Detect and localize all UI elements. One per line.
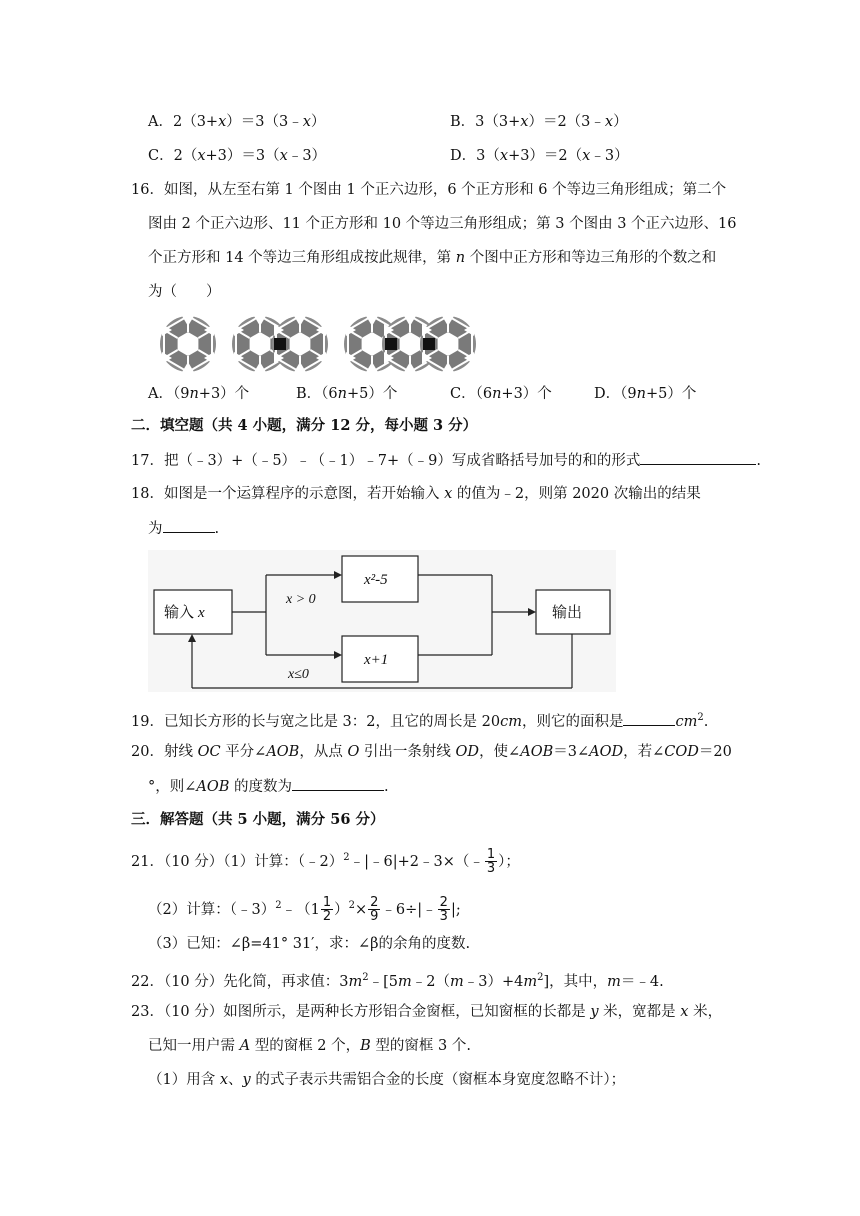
q16-option-b: B．（6n+5）个 — [296, 386, 398, 402]
q20-answer-blank — [292, 776, 384, 791]
q16-line-1: 16．如图，从左至右第 1 个图由 1 个正六边形，6 个正方形和 6 个等边三角形组成；第二个 — [131, 182, 727, 198]
section-2-title: 二．填空题（共 4 小题，满分 12 分，每小题 3 分） — [131, 417, 478, 434]
q15-option-a: A．2（3+x）＝3（3﹣x） — [148, 114, 326, 130]
svg-text:输入x — [164, 604, 205, 621]
q19-answer-blank — [623, 711, 675, 726]
flowchart-output-label: 输出 — [552, 605, 583, 621]
q17-answer-blank — [640, 450, 756, 465]
q21-part-2: （2）计算：（﹣3）$^2$﹣（1 $\frac{1}{2}$ ）$^2$× $\frac{2}{9}$ ﹣6÷|﹣ $\frac{2}{3}$ |; — [148, 895, 461, 925]
q21-part-1: 21．（10 分）（1）计算：（﹣2）$^2$﹣|﹣6|+2﹣3×（﹣ $\frac{1}{3}$ ）； — [131, 847, 520, 877]
flowchart-condition-bottom: x≤0 — [288, 667, 309, 682]
q17: 17．把（﹣3）+（﹣5）﹣（﹣1）﹣7+（﹣9）写成省略括号加号的和的形式 . — [131, 450, 761, 471]
q15-option-b: B．3（3+x）＝2（3﹣x） — [450, 114, 628, 130]
q16-hexagon-pattern-figure — [160, 312, 480, 376]
q16-line-3: 个正方形和 14 个等边三角形组成按此规律，第 n 个图中正方形和等边三角形的个数之和 — [148, 250, 717, 266]
q20-line-1: 20．射线 OC 平分∠AOB，从点 O 引出一条射线 OD，使∠AOB＝3∠AOD，若∠COD＝20 — [131, 744, 732, 760]
q23-line-1: 23．（10 分）如图所示，是两种长方形铝合金窗框，已知窗框的长都是 y 米，宽都是 x 米， — [131, 1004, 723, 1020]
q18-line-1: 18．如图是一个运算程序的示意图，若开始输入 x 的值为﹣2，则第 2020 次输出的结果 — [131, 486, 701, 502]
q18-line-2: 为 . — [148, 518, 219, 539]
q20-line-2: °，则∠AOB 的度数为 . — [148, 776, 389, 797]
q21-part-3: （3）已知：∠β=41° 31′，求：∠β的余角的度数. — [148, 936, 471, 952]
flowchart-condition-top: x > 0 — [286, 592, 316, 607]
q22: 22．（10 分）先化简，再求值：$3m^2﹣[5m﹣2(m﹣3)+4m^2]$，其中，m＝﹣4. — [131, 972, 664, 990]
q23-line-2: 已知一用户需 A 型的窗框 2 个，B 型的窗框 3 个. — [148, 1038, 471, 1054]
q19: 19．已知长方形的长与宽之比是 3：2，且它的周长是 20cm，则它的面积是 $cm^2$. — [131, 712, 709, 730]
q16-option-c: C．（6n+3）个 — [450, 386, 552, 402]
q16-line-4: 为（ ） — [148, 284, 221, 300]
q23-line-3: （1）用含 x、y 的式子表示共需铝合金的长度（窗框本身宽度忽略不计）； — [148, 1072, 626, 1088]
q16-option-d: D．（9n+5）个 — [594, 386, 697, 402]
section-3-title: 三．解答题（共 5 小题，满分 56 分） — [131, 811, 385, 828]
flowchart-bottom-expression: x+1 — [364, 652, 389, 668]
q18-flowchart — [148, 550, 616, 692]
flowchart-input-label: 输入 — [164, 605, 195, 621]
q15-option-c: C．2（x+3）＝3（x﹣3） — [148, 148, 327, 164]
q16-option-a: A．（9n+3）个 — [148, 386, 250, 402]
flowchart-top-expression: x²-5 — [364, 572, 388, 588]
q15-option-d: D．3（x+3）＝2（x﹣3） — [450, 148, 629, 164]
flowchart-input-var: x — [198, 605, 205, 621]
q16-line-2: 图由 2 个正六边形、11 个正方形和 10 个等边三角形组成；第 3 个图由 3 个正六边形、16 — [148, 216, 737, 232]
q18-answer-blank — [163, 518, 215, 533]
